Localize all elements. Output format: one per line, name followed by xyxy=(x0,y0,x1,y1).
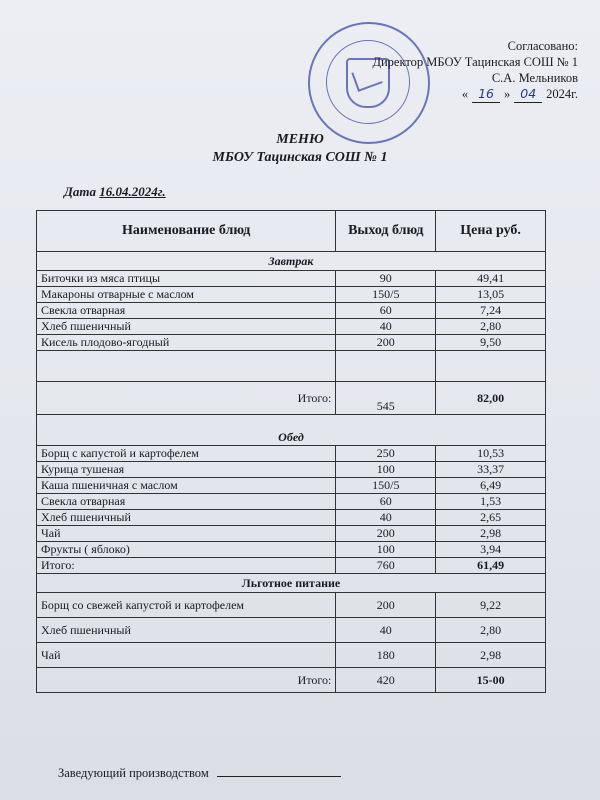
benefit-total-row xyxy=(37,668,546,693)
item-price: 9,22 xyxy=(436,593,546,618)
footer-label: Заведующий производством xyxy=(58,766,209,780)
item-price: 1,53 xyxy=(436,494,546,510)
lunch-total-row xyxy=(37,558,546,574)
total-output: 420 xyxy=(336,668,436,693)
menu-item-row xyxy=(37,462,546,478)
total-price: 15-00 xyxy=(436,668,546,693)
item-price: 33,37 xyxy=(436,462,546,478)
item-price: 10,53 xyxy=(436,446,546,462)
item-name: Борщ с капустой и картофелем xyxy=(37,446,336,462)
item-output: 200 xyxy=(336,526,436,542)
approval-month: 04 xyxy=(514,86,542,103)
col-header-price: Цена руб. xyxy=(436,211,546,252)
menu-item-row xyxy=(37,319,546,335)
item-name: Хлеб пшеничный xyxy=(37,319,336,335)
item-name: Каша пшеничная с маслом xyxy=(37,478,336,494)
total-output: 545 xyxy=(336,382,436,415)
item-price: 2,80 xyxy=(436,618,546,643)
menu-item-row xyxy=(37,494,546,510)
item-output: 60 xyxy=(336,303,436,319)
date-label: Дата xyxy=(64,184,96,199)
item-output: 200 xyxy=(336,593,436,618)
item-name: Хлеб пшеничный xyxy=(37,618,336,643)
total-output: 760 xyxy=(336,558,436,574)
item-name: Кисель плодово-ягодный xyxy=(37,335,336,351)
section-benefit-title: Льготное питание xyxy=(37,574,546,593)
menu-item-row xyxy=(37,446,546,462)
approval-year: 2024г. xyxy=(546,87,578,101)
menu-item-row xyxy=(37,303,546,319)
school-name: МБОУ Тацинская СОШ № 1 xyxy=(212,150,388,165)
item-price: 2,98 xyxy=(436,643,546,668)
total-price: 82,00 xyxy=(436,382,546,415)
item-name: Биточки из мяса птицы xyxy=(37,271,336,287)
col-header-output: Выход блюд xyxy=(336,211,436,252)
item-output: 100 xyxy=(336,462,436,478)
date-close-quote: » xyxy=(504,87,511,101)
item-output: 180 xyxy=(336,643,436,668)
menu-item-row xyxy=(37,271,546,287)
item-name: Фрукты ( яблоко) xyxy=(37,542,336,558)
item-name: Борщ со свежей капустой и картофелем xyxy=(37,593,336,618)
menu-item-row xyxy=(37,618,546,643)
item-price: 49,41 xyxy=(436,271,546,287)
menu-item-row xyxy=(37,510,546,526)
section-breakfast-title: Завтрак xyxy=(37,252,546,271)
item-output: 40 xyxy=(336,618,436,643)
item-name: Свекла отварная xyxy=(37,494,336,510)
menu-item-row xyxy=(37,335,546,351)
col-header-name: Наименование блюд xyxy=(37,211,336,252)
footer-signature xyxy=(58,766,341,781)
item-name: Чай xyxy=(37,643,336,668)
item-output: 100 xyxy=(336,542,436,558)
item-output: 250 xyxy=(336,446,436,462)
menu-item-row xyxy=(37,526,546,542)
item-price: 6,49 xyxy=(436,478,546,494)
item-output: 90 xyxy=(336,271,436,287)
approval-date xyxy=(372,86,578,103)
approval-day: 16 xyxy=(472,86,500,103)
menu-item-row xyxy=(37,478,546,494)
date-value: 16.04.2024г. xyxy=(99,184,166,199)
approval-director: Директор МБОУ Тацинская СОШ № 1 xyxy=(372,55,578,69)
signature-line xyxy=(217,776,341,777)
menu-title: МЕНЮ xyxy=(276,132,324,147)
item-price: 2,65 xyxy=(436,510,546,526)
item-output: 60 xyxy=(336,494,436,510)
item-output: 150/5 xyxy=(336,478,436,494)
item-output: 40 xyxy=(336,319,436,335)
item-price: 13,05 xyxy=(436,287,546,303)
menu-table xyxy=(36,210,546,693)
total-label: Итого: xyxy=(37,382,336,415)
approval-signer: С.А. Мельников xyxy=(491,71,578,85)
menu-item-row xyxy=(37,643,546,668)
approval-block xyxy=(372,38,578,103)
table-header-row xyxy=(37,211,546,252)
breakfast-total-row xyxy=(37,382,546,415)
item-price: 9,50 xyxy=(436,335,546,351)
item-name: Курица тушеная xyxy=(37,462,336,478)
menu-date xyxy=(64,184,166,200)
approval-heading: Согласовано: xyxy=(507,39,578,53)
item-output: 40 xyxy=(336,510,436,526)
total-label: Итого: xyxy=(37,668,336,693)
item-price: 7,24 xyxy=(436,303,546,319)
item-price: 3,94 xyxy=(436,542,546,558)
item-name: Хлеб пшеничный xyxy=(37,510,336,526)
section-lunch-title: Обед xyxy=(37,415,546,446)
item-name: Макароны отварные с маслом xyxy=(37,287,336,303)
item-output: 150/5 xyxy=(336,287,436,303)
item-name: Свекла отварная xyxy=(37,303,336,319)
total-label: Итого: xyxy=(37,558,336,574)
item-price: 2,98 xyxy=(436,526,546,542)
menu-item-row xyxy=(37,542,546,558)
menu-item-row xyxy=(37,287,546,303)
menu-item-row xyxy=(37,593,546,618)
item-name: Чай xyxy=(37,526,336,542)
total-price: 61,49 xyxy=(436,558,546,574)
item-output: 200 xyxy=(336,335,436,351)
item-price: 2,80 xyxy=(436,319,546,335)
date-open-quote: « xyxy=(461,87,469,101)
